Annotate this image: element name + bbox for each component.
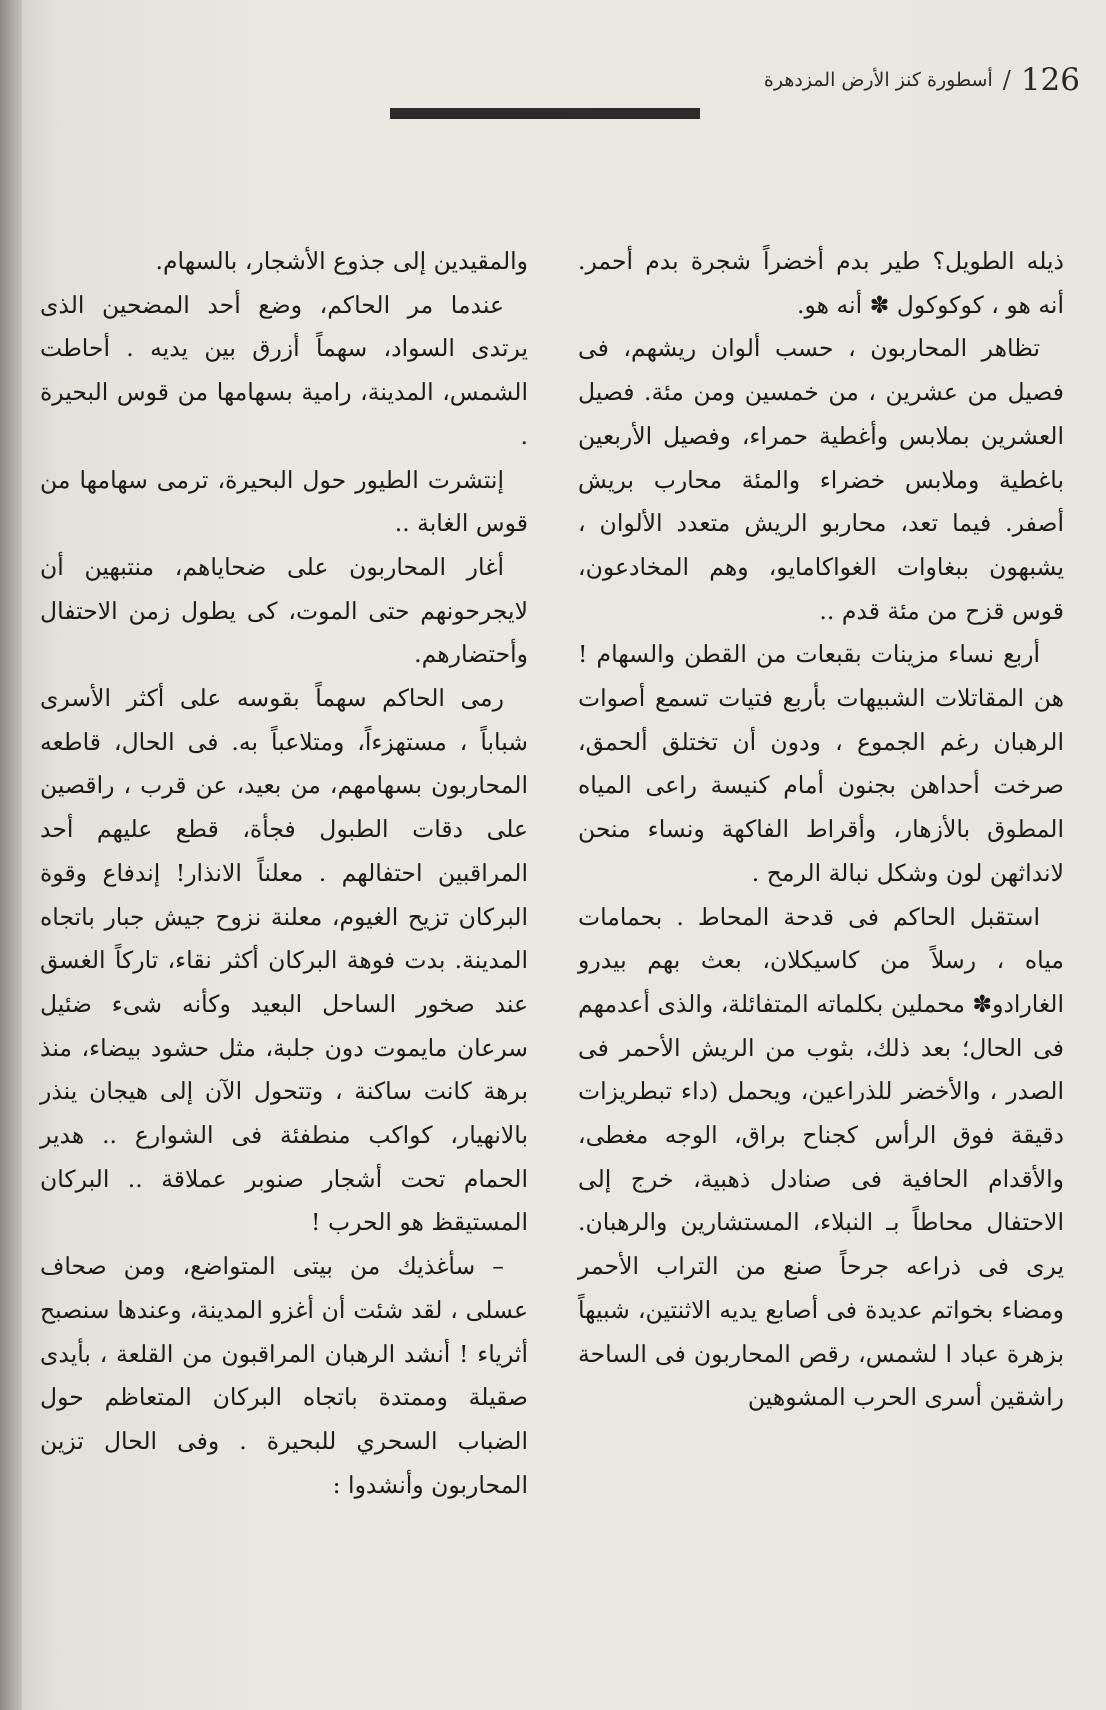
book-spine — [0, 0, 22, 1710]
paragraph: – سأغذيك من بيتى المتواضع، ومن صحاف عسلى ، لقد شئت أن أغزو المدينة، وعندها سنصبح أثرياء ! أنشد الرهبان المراقبون من القلعة ، بأيدى صقيلة وممتدة باتجاه البركان المتعاظم حول الضباب السحري للبحيرة . وفى الحال تزين المحاربون وأنشدوا : — [40, 1252, 528, 1499]
paragraph: عندما مر الحاكم، وضع أحد المضحين الذى يرتدى السواد، سهماً أزرق بين يديه . أحاطت الشمس، المدينة، رامية بسهامها من قوس البحيرة . — [40, 290, 528, 450]
header-separator: / — [1002, 66, 1011, 94]
paragraph: رمى الحاكم سهماً بقوسه على أكثر الأسرى شباباً ، مستهزءاً، ومتلاعباً به. فى الحال، قاطعه المحاربون بسهامهم، من بعيد، عن قرب ، راقصين على دقات الطبول فجأة، قطع عليهم أحد المراقبين احتفالهم . معلناً الانذار! إندفاع وقوة البركان تزيح الغيوم، معلنة نزوح جيش جبار باتجاه المدينة. بدت فوهة البركان أكثر نقاء، تاركاً الغسق عند صخور الساحل البعيد وكأنه شىء ضئيل سرعان مايموت دون جلبة، مثل حشود بيضاء، منذ برهة كانت ساكنة ، وتتحول الآن إلى هيجان ينذر بالانهيار، كواكب منطفئة فى الشوارع .. هدير الحمام تحت أشجار صنوبر عملاقة .. البركان المستيقظ هو الحرب ! — [40, 684, 528, 1237]
paragraph: والمقيدين إلى جذوع الأشجار، بالسهام. — [155, 247, 528, 275]
page-header — [720, 60, 1080, 100]
paragraph: ذيله الطويل؟ طير بدم أخضراً شجرة بدم أحمر. أنه هو ، كوكوكول ✽ أنه هو. — [578, 247, 1064, 319]
header-rule — [390, 108, 700, 119]
paragraph: استقبل الحاكم فى قدحة المحاط . بحمامات مياه ، رسلاً من كاسيكلان، بعث بهم بيدرو الغارادو✽ محملين بكلماته المتفائلة، والذى أعدمهم فى الحال؛ بعد ذلك، بثوب من الريش الأحمر فى الصدر ، والأخضر للذراعين، ويحمل (داء تبطريزات دقيقة فوق الرأس كجناح براق، الوجه مغطى، والأقدام الحافية فى صنادل ذهبية، خرج إلى الاحتفال محاطاً بـ النبلاء، المستشارين والرهبان. يرى فى ذراعه جرحاً صنع من التراب الأحمر ومضاء بخواتم عديدة فى أصابع يديه الاثنتين، شبيهاً بزهرة عباد ا لشمس، رقص المحاربون فى الساحة راشقين أسرى الحرب المشوهين — [578, 902, 1064, 1412]
left-column — [40, 240, 528, 1507]
right-column — [578, 240, 1064, 1420]
page-number: 126 — [1020, 62, 1080, 98]
running-title: أسطورة كنز الأرض المزدهرة — [763, 69, 993, 91]
paragraph: إنتشرت الطيور حول البحيرة، ترمى سهامها من قوس الغابة .. — [40, 465, 528, 538]
paragraph: تظاهر المحاربون ، حسب ألوان ريشهم، فى فصيل من عشرين ، من خمسين ومن مئة. فصيل العشرين بملابس وأغطية حمراء، وفصيل الأربعين باغطية وملابس خضراء والمئة محارب بريش أصفر. فيما تعد، محاربو الريش متعدد الألوان ، يشبهون ببغاوات الغواكامايو، وهم المخادعون، قوس قزح من مئة قدم .. — [578, 334, 1064, 625]
paragraph: أربع نساء مزينات بقبعات من القطن والسهام ! هن المقاتلات الشبيهات بأربع فتيات تسمع أصوات الرهبان رغم الجموع ، ودون أن تختلق ألحمق، صرخت أحداهن بجنون أمام كنيسة راعى المياه المطوق بالأزهار، وأقراط الفاكهة ونساء منحن لانداثهن لون وشكل نبالة الرمح . — [578, 640, 1064, 887]
paragraph: أغار المحاربون على ضحاياهم، منتبهين أن لايجرحونهم حتى الموت، كى يطول زمن الاحتفال وأحتضارهم. — [40, 552, 528, 669]
